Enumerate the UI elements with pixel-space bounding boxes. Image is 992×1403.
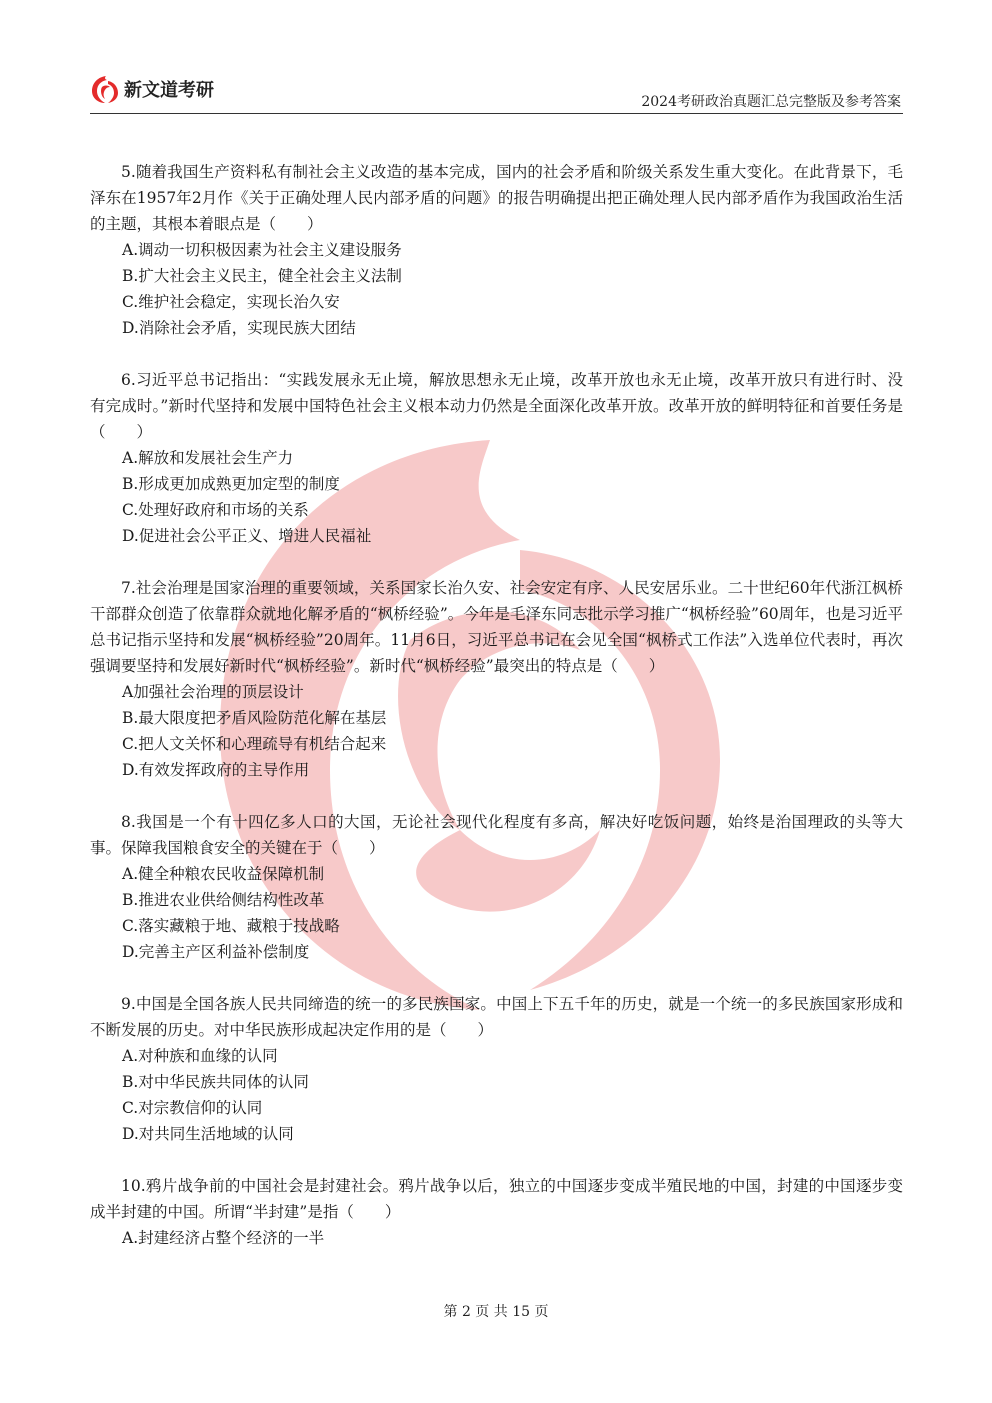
option-d: D.对共同生活地域的认同	[122, 1125, 294, 1143]
option-a: A.封建经济占整个经济的一半	[122, 1229, 325, 1247]
brand-name: 新文道考研	[124, 80, 214, 101]
option-c: C.把人文关怀和心理疏导有机结合起来	[122, 735, 387, 753]
option-d: D.有效发挥政府的主导作用	[122, 761, 310, 779]
option-b: B.形成更加成熟更加定型的制度	[122, 475, 340, 493]
option-a: A.健全种粮农民收益保障机制	[122, 865, 325, 883]
question-10	[90, 1173, 903, 1251]
header-divider	[90, 113, 903, 114]
option-c: C.对宗教信仰的认同	[122, 1099, 263, 1117]
question-stem: 9.中国是全国各族人民共同缔造的统一的多民族国家。中国上下五千年的历史，就是一个统一的多民族国家形成和不断发展的历史。对中华民族形成起决定作用的是（ ）	[90, 995, 903, 1039]
option-d: D.消除社会矛盾，实现民族大团结	[122, 319, 356, 337]
brand-logo	[90, 74, 214, 104]
question-stem: 10.鸦片战争前的中国社会是封建社会。鸦片战争以后，独立的中国逐步变成半殖民地的中国，封建的中国逐步变成半封建的中国。所谓“半封建”是指（ ）	[90, 1177, 903, 1221]
question-stem: 6.习近平总书记指出：“实践发展永无止境，解放思想永无止境，改革开放也永无止境，改革开放只有进行时、没有完成时。”新时代坚持和发展中国特色社会主义根本动力仍然是全面深化改革开放。改革开放的鲜明特征和首要任务是（ ）	[90, 371, 903, 441]
option-a: A加强社会治理的顶层设计	[122, 683, 304, 701]
option-a: A.调动一切积极因素为社会主义建设服务	[122, 241, 402, 259]
question-7	[90, 575, 903, 783]
option-b: B.最大限度把矛盾风险防范化解在基层	[122, 709, 387, 727]
option-c: C.落实藏粮于地、藏粮于技战略	[122, 917, 340, 935]
option-c: C.维护社会稳定，实现长治久安	[122, 293, 340, 311]
question-6	[90, 367, 903, 549]
question-8	[90, 809, 903, 965]
option-a: A.对种族和血缘的认同	[122, 1047, 278, 1065]
option-b: B.推进农业供给侧结构性改革	[122, 891, 325, 909]
option-b: B.对中华民族共同体的认同	[122, 1073, 309, 1091]
question-5	[90, 159, 903, 341]
question-list	[90, 159, 903, 1277]
option-b: B.扩大社会主义民主，健全社会主义法制	[122, 267, 402, 285]
option-d: D.促进社会公平正义、增进人民福祉	[122, 527, 372, 545]
option-a: A.解放和发展社会生产力	[122, 449, 294, 467]
page-number: 第 2 页 共 15 页	[443, 1304, 549, 1320]
page-header	[90, 74, 903, 114]
question-stem: 7.社会治理是国家治理的重要领域，关系国家长治久安、社会安定有序、人民安居乐业。二十世纪60年代浙江枫桥干部群众创造了依靠群众就地化解矛盾的“枫桥经验”。今年是毛泽东同志批示学习推广“枫桥经验”60周年，也是习近平总书记指示坚持和发展“枫桥经验”20周年。11月6日，习近平总书记在会见全国“枫桥式工作法”入选单位代表时，再次强调要坚持和发展好新时代“枫桥经验”。新时代“枫桥经验”最突出的特点是（ ）	[90, 579, 903, 675]
option-c: C.处理好政府和市场的关系	[122, 501, 309, 519]
document-title: 2024考研政治真题汇总完整版及参考答案	[641, 94, 901, 110]
question-stem: 8.我国是一个有十四亿多人口的大国，无论社会现代化程度有多高，解决好吃饭问题，始终是治国理政的头等大事。保障我国粮食安全的关键在于（ ）	[90, 813, 903, 857]
option-d: D.完善主产区利益补偿制度	[122, 943, 310, 961]
brand-flame-icon	[90, 74, 120, 104]
question-9	[90, 991, 903, 1147]
question-stem: 5.随着我国生产资料私有制社会主义改造的基本完成，国内的社会矛盾和阶级关系发生重大变化。在此背景下，毛泽东在1957年2月作《关于正确处理人民内部矛盾的问题》的报告明确提出把正确处理人民内部矛盾作为我国政治生活的主题，其根本着眼点是（ ）	[90, 163, 903, 233]
